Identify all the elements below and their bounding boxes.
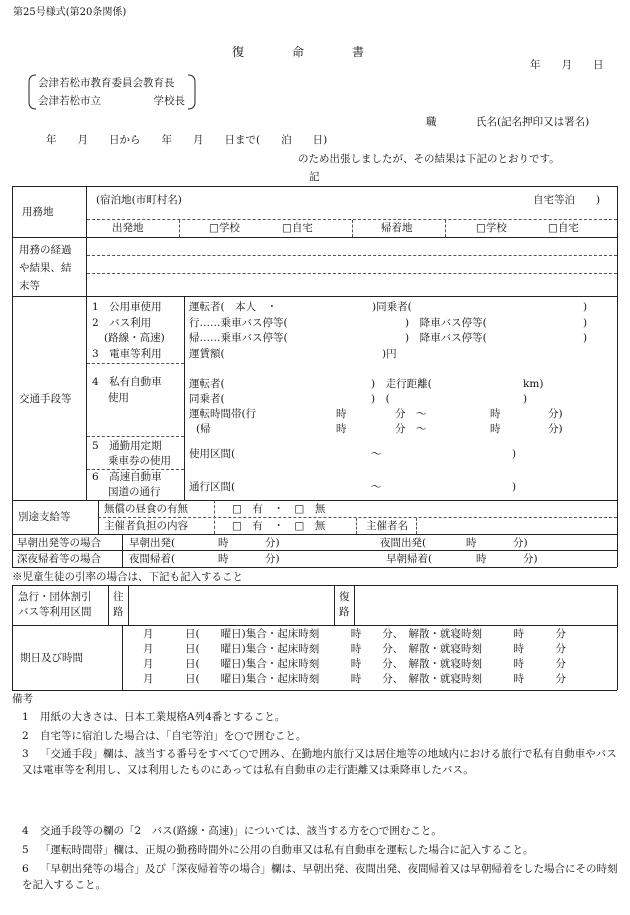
student-table-left	[12, 585, 13, 690]
betto-dashed-v3	[416, 518, 417, 534]
departure-label: 出発地	[112, 222, 144, 234]
commuter-tilde: ～	[371, 448, 382, 460]
note-text: 交通手段等の欄の「2 バス(路線・高速)」については、該当する方を○で囲むこと。	[40, 825, 442, 837]
report-date[interactable]: 年 月 日	[530, 59, 604, 71]
table-left-border	[12, 186, 13, 567]
keika-label-2: や結果、結	[19, 262, 72, 274]
option-expressway[interactable]: 6 高速自動車	[92, 471, 162, 483]
betto-dashed	[98, 517, 617, 518]
divider-betto	[12, 534, 617, 535]
bus-back-alight[interactable]: ) 降車バス停等(	[405, 332, 487, 344]
student-table-mid	[12, 625, 617, 626]
left-bracket-icon	[26, 74, 38, 110]
option-commuter-pass-2: 乗車券の使用	[108, 455, 171, 467]
option-expressway-2: 国道の通行	[108, 486, 161, 498]
bus-go-board[interactable]: 行……乗車バス停等(	[189, 317, 288, 329]
kotsu-label: 交通手段等	[19, 393, 72, 405]
commuter-close: )	[512, 448, 517, 460]
note-text: 用紙の大きさは、日本工業規格A列4番とすること。	[40, 711, 286, 723]
drive-time-back[interactable]: (帰	[196, 423, 211, 435]
betto-label: 別途支給等	[18, 511, 71, 523]
bus-label-1: 急行・団体割引	[18, 591, 92, 603]
official-driver[interactable]: 運転者( 本人 ・	[189, 301, 278, 313]
home-stay-option[interactable]: 自宅等泊 )	[533, 194, 601, 206]
youmu-dashed-divider-2	[352, 220, 353, 237]
ou-label-2: 路	[113, 606, 124, 618]
option-train[interactable]: 3 電車等利用	[92, 348, 162, 360]
departure-home-checkbox[interactable]: □自宅	[282, 222, 313, 234]
note-1	[22, 709, 622, 725]
ki-label: 記	[309, 171, 320, 183]
official-passenger-close: )	[583, 301, 588, 313]
table-bottom-border	[12, 567, 617, 568]
drive-go-hour: 時	[336, 408, 347, 420]
divider-kotsu	[12, 500, 617, 501]
student-table-right	[617, 585, 618, 690]
kotsu-inner-divider	[184, 296, 185, 500]
document-title: 復 命 書	[232, 45, 365, 59]
note-6	[22, 861, 622, 894]
arrival-home-checkbox[interactable]: □自宅	[548, 222, 579, 234]
form-number: 第25号様式(第20条関係)	[13, 7, 127, 18]
times-divider	[122, 534, 123, 567]
bus-label-2: バス等利用区間	[18, 606, 92, 618]
option-bus[interactable]: 2 バス利用	[92, 317, 152, 329]
period-label: 期日及び時間	[20, 652, 83, 664]
fuku-label-2: 路	[339, 606, 350, 618]
bus-fuku-left	[334, 585, 335, 625]
organizer-name-label: 主催者名	[366, 520, 408, 532]
night-departure[interactable]: 夜間出発(	[380, 537, 427, 549]
note-text: 「運転時間帯」欄は、正規の勤務時間外に公用の自動車又は私有自動車を運転した場合に記入すること。	[40, 844, 534, 856]
youmu-dashed-divider-3	[445, 220, 446, 237]
note-number: 5	[22, 844, 29, 856]
position-label: 職	[426, 116, 437, 128]
arrival-label: 帰着地	[381, 222, 413, 234]
drive-go-min-2: 分)	[548, 408, 563, 420]
lodging-place[interactable]: (宿泊地(市町村名)	[96, 194, 182, 206]
trip-period[interactable]: 年 月 日から 年 月 日まで( 泊 日)	[46, 134, 328, 146]
bus-back-close: )	[583, 332, 588, 344]
organizer-cost-label: 主催者負担の内容	[104, 520, 188, 532]
fare-yen: )円	[382, 348, 397, 360]
option-private-car-2: 使用	[108, 392, 129, 404]
youmu-dashed-divider-1	[179, 220, 180, 237]
option-bus-type[interactable]: (路線・高速)	[104, 332, 165, 344]
early-dep-hour: 時	[218, 537, 229, 549]
early-return[interactable]: 早朝帰着(	[386, 553, 433, 565]
report-statement: のため出張しましたが、その結果は下記のとおりです。	[298, 153, 560, 165]
period-row[interactable]: 月 日( 曜日)集合・起床時刻 時 分、 解散・就寝時刻 時 分	[143, 628, 566, 640]
keika-label-3: 末等	[19, 280, 40, 292]
early-dep-min: 分)	[265, 537, 280, 549]
late-label: 深夜帰着等の場合	[17, 553, 101, 565]
note-text: 「早朝出発等の場合」及び「深夜帰着等の場合」欄は、早朝出発、夜間出発、夜間帰着又は早朝帰着をした場合にその時刻を記入すること。	[22, 863, 618, 892]
period-divider	[122, 625, 123, 690]
expressway-section[interactable]: 通行区間(	[189, 481, 236, 493]
keika-line-1[interactable]	[87, 255, 617, 256]
early-ret-hour: 時	[476, 553, 487, 565]
bus-go-close: )	[583, 317, 588, 329]
early-departure[interactable]: 早朝出発(	[129, 537, 176, 549]
departure-school-checkbox[interactable]: □学校	[209, 222, 240, 234]
period-row[interactable]: 月 日( 曜日)集合・起床時刻 時 分、 解散・就寝時刻 時 分	[143, 643, 566, 655]
free-lunch-choice[interactable]: □ 有 ・ □ 無	[232, 503, 326, 515]
right-bracket-icon	[186, 74, 198, 110]
student-note: ※児童生徒の引率の場合は、下記も記入すること	[12, 571, 243, 583]
bus-ou-divider	[128, 585, 129, 625]
period-row[interactable]: 月 日( 曜日)集合・起床時刻 時 分、 解散・就寝時刻 時 分	[143, 658, 566, 670]
expressway-tilde: ～	[371, 481, 382, 493]
note-5	[22, 842, 622, 858]
arrival-school-checkbox[interactable]: □学校	[476, 222, 507, 234]
youmu-label: 用務地	[22, 206, 54, 218]
night-dep-min: 分)	[513, 537, 528, 549]
drive-back-min-2: 分)	[548, 423, 563, 435]
night-ret-hour: 時	[218, 553, 229, 565]
divider-early	[12, 550, 617, 551]
note-number: 6	[22, 863, 29, 875]
note-text: 「交通手段」欄は、該当する番号をすべて○で囲み、在勤地内旅行又は居住地等の地域内における旅行で私有自動車やバス又は電車等を利用し、又は利用したものにあっては私有自動車の走行距離又は乗降車したバス。	[22, 748, 617, 777]
table-right-border	[617, 186, 618, 567]
betto-dashed-v1	[214, 500, 215, 534]
fare-amount[interactable]: 運賃額(	[189, 348, 225, 360]
note-2	[22, 728, 622, 744]
drive-back-min: 分 ～	[395, 423, 427, 435]
private-passenger-close: )	[523, 393, 528, 405]
drive-time-go[interactable]: 運転時間帯(行	[189, 408, 257, 420]
option-official-car[interactable]: 1 公用車使用	[92, 301, 162, 313]
kotsu-dashed-1	[87, 363, 184, 364]
table-top-border	[12, 186, 617, 187]
note-text: 自宅等に宿泊した場合は、「自宅等泊」を○で囲むこと。	[40, 730, 307, 742]
early-label: 早朝出発等の場合	[17, 537, 101, 549]
note-number: 2	[22, 730, 29, 742]
option-private-car[interactable]: 4 私有自動車	[92, 376, 162, 388]
kotsu-dashed-3	[87, 469, 184, 470]
bus-go-alight[interactable]: ) 降車バス停等(	[405, 317, 487, 329]
official-passenger[interactable]: )同乗者(	[372, 301, 412, 313]
keika-line-2[interactable]	[87, 273, 617, 274]
private-driver[interactable]: 運転者(	[189, 378, 225, 390]
bus-back-board[interactable]: 帰……乗車バス停等(	[189, 332, 288, 344]
note-number: 1	[22, 711, 29, 723]
drive-go-hour-2: 時	[490, 408, 501, 420]
private-passenger-2[interactable]: ) (	[371, 393, 390, 405]
fuku-label-1: 復	[339, 591, 350, 603]
bus-fuku-right	[354, 585, 355, 625]
note-number: 4	[22, 825, 29, 837]
note-number: 3	[22, 748, 29, 760]
night-ret-min: 分)	[265, 553, 280, 565]
divider-keika	[12, 296, 617, 297]
night-dep-hour: 時	[466, 537, 477, 549]
night-return[interactable]: 夜間帰着(	[129, 553, 176, 565]
organizer-cost-choice[interactable]: □ 有 ・ □ 無	[232, 520, 326, 532]
note-3	[22, 746, 618, 779]
divider-youmu	[12, 237, 617, 238]
addressee-principal: 会津若松市立 学校長	[38, 95, 185, 107]
period-row[interactable]: 月 日( 曜日)集合・起床時刻 時 分、 解散・就寝時刻 時 分	[143, 673, 566, 685]
private-passenger[interactable]: 同乗者(	[189, 393, 225, 405]
student-table-top	[12, 585, 617, 586]
commuter-section[interactable]: 使用区間(	[189, 448, 236, 460]
betto-dashed-v2	[356, 518, 357, 534]
addressee-superintendent: 会津若松市教育委員会教育長	[38, 77, 175, 89]
name-label: 氏名(記名押印又は署名)	[476, 116, 590, 128]
early-ret-min: 分)	[523, 553, 538, 565]
keika-label-1: 用務の経過	[19, 244, 72, 256]
note-4	[22, 823, 622, 839]
drive-back-hour: 時	[336, 423, 347, 435]
notes-heading: 備考	[12, 693, 33, 705]
label-column-divider	[86, 186, 87, 500]
expressway-close: )	[512, 481, 517, 493]
private-distance[interactable]: ) 走行距離(	[371, 378, 432, 390]
student-table-bottom	[12, 690, 617, 691]
private-distance-km: km)	[523, 378, 544, 390]
option-commuter-pass[interactable]: 5 通勤用定期	[92, 440, 162, 452]
drive-back-hour-2: 時	[490, 423, 501, 435]
kotsu-dashed-2	[87, 436, 184, 437]
bus-label-divider	[108, 585, 109, 625]
ou-label-1: 往	[113, 591, 124, 603]
drive-go-min: 分 ～	[395, 408, 427, 420]
free-lunch-label: 無償の昼食の有無	[104, 503, 188, 515]
